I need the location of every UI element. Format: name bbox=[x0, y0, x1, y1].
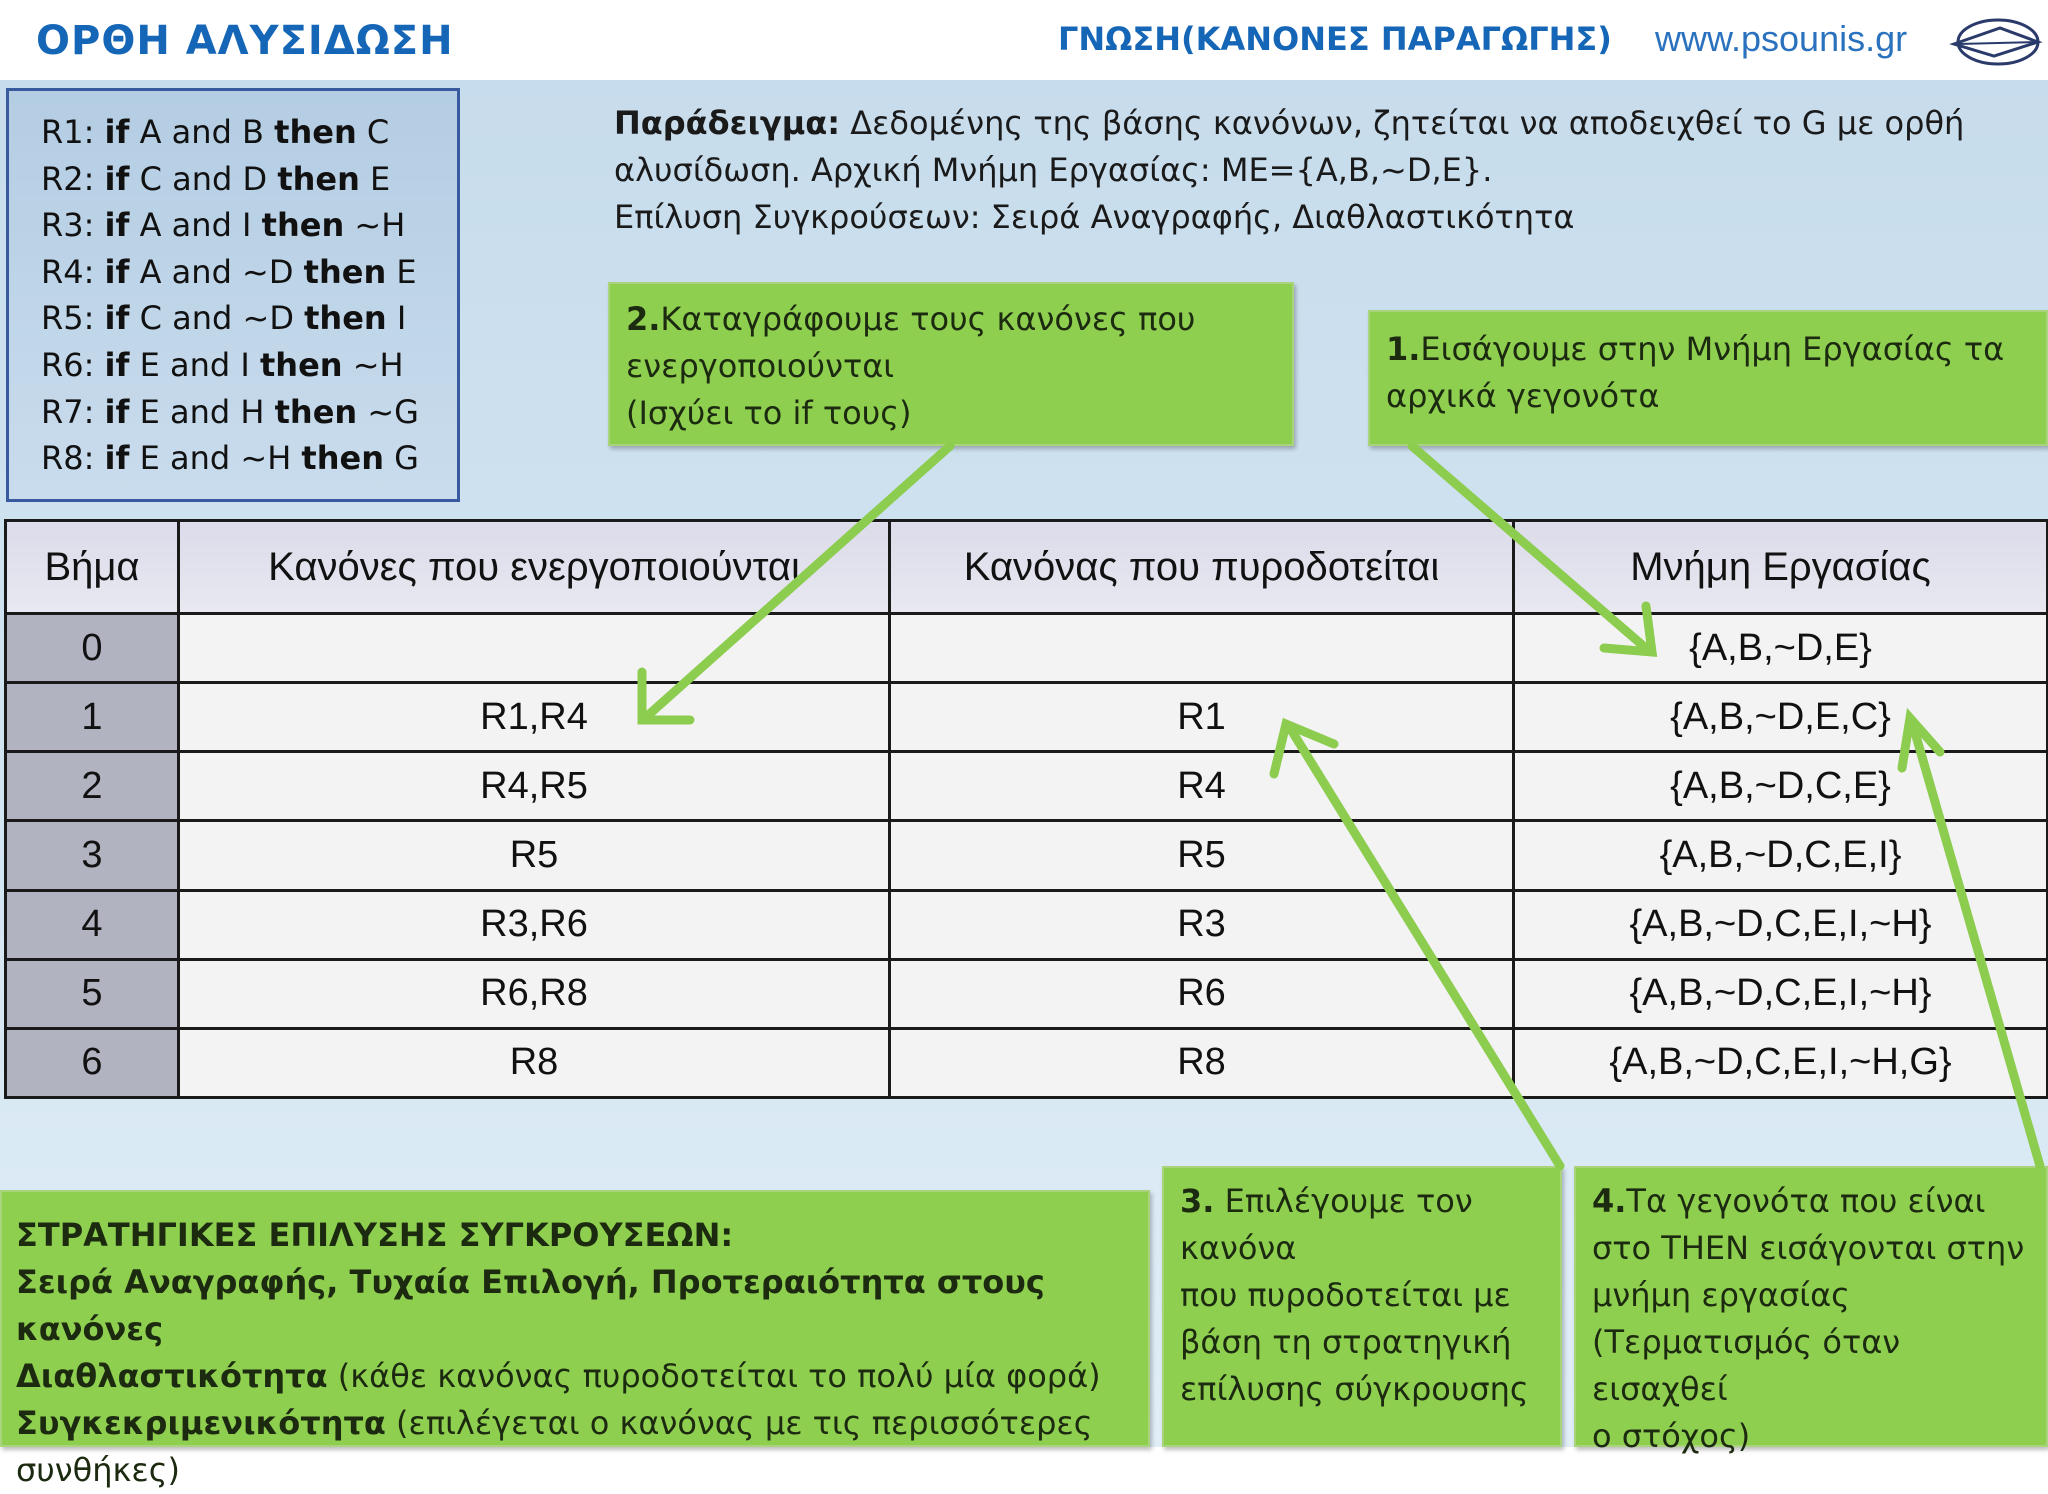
activated-rules-cell: R3,R6 bbox=[179, 890, 890, 959]
rule-line: R2: if C and D then E bbox=[41, 159, 391, 198]
activated-rules-cell: R6,R8 bbox=[179, 959, 890, 1028]
col-header-activated: Κανόνες που ενεργοποιούνται bbox=[179, 521, 890, 614]
table-row bbox=[6, 683, 2048, 752]
table-header-row bbox=[6, 521, 2048, 614]
page-title: ΟΡΘΗ ΑΛΥΣΙΔΩΣΗ bbox=[36, 18, 454, 64]
conflict-strategies-box: ΣΤΡΑΤΗΓΙΚΕΣ ΕΠΙΛΥΣΗΣ ΣΥΓΚΡΟΥΣΕΩΝ: Σειρά Αναγραφής, Τυχαία Επιλογή, Προτεραιότητα στους κανόνες Διαθλαστικότητα (κάθε κανόνας πυροδοτείται το πολύ μία φορά) Συγκεκριμενικότητα (επιλέγεται ο κανόνας με τις περισσότερες συνθήκες) bbox=[0, 1190, 1150, 1447]
working-memory-cell: {A,B,~D,C,E} bbox=[1514, 752, 2048, 821]
activated-rules-cell: R4,R5 bbox=[179, 752, 890, 821]
col-header-fired: Κανόνας που πυροδοτείται bbox=[890, 521, 1514, 614]
col-header-memory: Μνήμη Εργασίας bbox=[1514, 521, 2048, 614]
step-number: 2 bbox=[6, 752, 179, 821]
step-number: 1 bbox=[6, 683, 179, 752]
fired-rule-cell bbox=[890, 614, 1514, 683]
rule-line: R6: if E and I then ~H bbox=[41, 345, 404, 384]
fired-rule-cell: R1 bbox=[890, 683, 1514, 752]
note-step-1: 1.Εισάγουμε στην Μνήμη Εργασίας τα αρχικά γεγονότα bbox=[1368, 310, 2048, 446]
fired-rule-cell: R5 bbox=[890, 821, 1514, 890]
step-number: 4 bbox=[6, 890, 179, 959]
activated-rules-cell: R1,R4 bbox=[179, 683, 890, 752]
working-memory-cell: {A,B,~D,E} bbox=[1514, 614, 2048, 683]
table-row bbox=[6, 890, 2048, 959]
activated-rules-cell bbox=[179, 614, 890, 683]
table-row bbox=[6, 821, 2048, 890]
rule-line: R3: if A and I then ~H bbox=[41, 206, 406, 245]
rule-line: R1: if A and B then C bbox=[41, 113, 390, 151]
fired-rule-cell: R4 bbox=[890, 752, 1514, 821]
forward-chaining-table bbox=[4, 519, 2048, 1099]
fired-rule-cell: R6 bbox=[890, 959, 1514, 1028]
rule-line: R7: if E and H then ~G bbox=[41, 392, 419, 431]
table-row bbox=[6, 959, 2048, 1028]
rule-base-box bbox=[6, 88, 460, 502]
working-memory-cell: {A,B,~D,C,E,I,~H,G} bbox=[1514, 1028, 2048, 1097]
working-memory-cell: {A,B,~D,E,C} bbox=[1514, 683, 2048, 752]
col-header-step: Βήμα bbox=[6, 521, 179, 614]
fired-rule-cell: R8 bbox=[890, 1028, 1514, 1097]
rule-line: R8: if E and ~H then G bbox=[41, 439, 419, 478]
table-row bbox=[6, 1028, 2048, 1097]
activated-rules-cell: R8 bbox=[179, 1028, 890, 1097]
example-description: Παράδειγμα: Δεδομένης της βάσης κανόνων, ζητείται να αποδειχθεί το G με ορθή αλυσίδωση. Αρχική Μνήμη Εργασίας: ΜΕ={A,B,~D,E}. Επίλυση Συγκρούσεων: Σειρά Αναγραφής, Διαθλαστικότητα bbox=[614, 104, 1965, 236]
activated-rules-cell: R5 bbox=[179, 821, 890, 890]
table-row bbox=[6, 752, 2048, 821]
step-number: 6 bbox=[6, 1028, 179, 1097]
step-number: 5 bbox=[6, 959, 179, 1028]
fired-rule-cell: R3 bbox=[890, 890, 1514, 959]
rule-line: R5: if C and ~D then I bbox=[41, 299, 407, 338]
note-step-2: 2.Καταγράφουμε τους κανόνες που ενεργοποιούνται (Ισχύει το if τους) bbox=[608, 282, 1294, 446]
psounis-logo-icon bbox=[1948, 12, 2044, 72]
section-title: ΓΝΩΣΗ(ΚΑΝΟΝΕΣ ΠΑΡΑΓΩΓΗΣ) bbox=[1058, 20, 1612, 58]
step-number: 0 bbox=[6, 614, 179, 683]
working-memory-cell: {A,B,~D,C,E,I,~H} bbox=[1514, 890, 2048, 959]
note-step-3: 3. Επιλέγουμε τον κανόνα που πυροδοτείται με βάση τη στρατηγική επίλυσης σύγκρουσης bbox=[1162, 1166, 1562, 1447]
table-row bbox=[6, 614, 2048, 683]
rule-line: R4: if A and ~D then E bbox=[41, 252, 417, 291]
working-memory-cell: {A,B,~D,C,E,I} bbox=[1514, 821, 2048, 890]
working-memory-cell: {A,B,~D,C,E,I,~H} bbox=[1514, 959, 2048, 1028]
note-step-4: 4.Τα γεγονότα που είναι στο THEN εισάγονται στην μνήμη εργασίας (Τερματισμός όταν εισαχθεί ο στόχος) bbox=[1574, 1166, 2048, 1447]
site-url[interactable]: www.psounis.gr bbox=[1655, 18, 1908, 59]
step-number: 3 bbox=[6, 821, 179, 890]
